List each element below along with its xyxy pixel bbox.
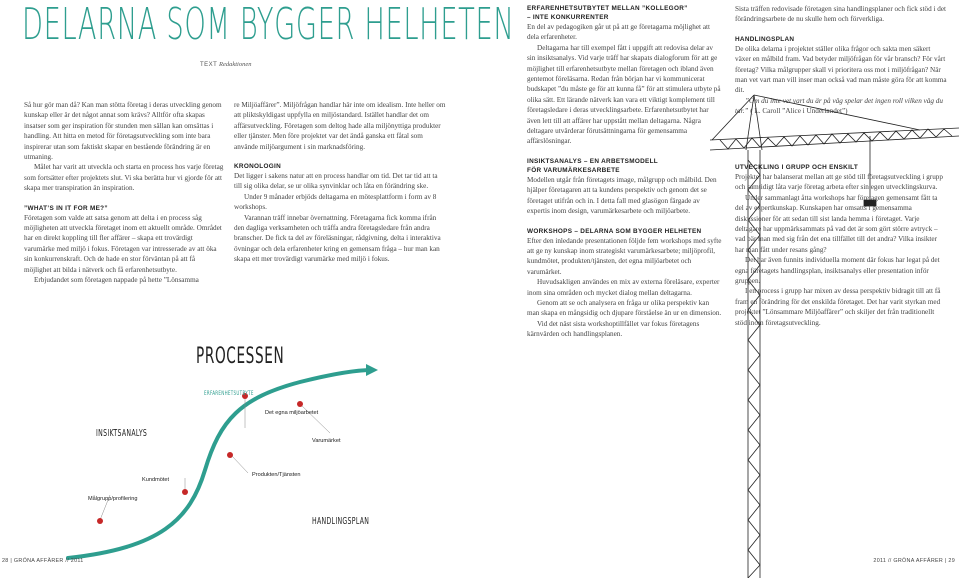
label-varumarket: Varumärket [312, 438, 341, 444]
paragraph: Vid det näst sista workshoptillfället var fokus företagens kärnvärden och handlingsplanen. [527, 319, 700, 339]
paragraph: Det ligger i sakens natur att en process handlar om tid. Det tar tid att ta till sig olika delar, se ur olika synvinklar och låta en förändring ske. [234, 172, 438, 191]
paragraph: En del av pedagogiken går ut på att ge företagarna möjlighet att dela erfarenheter. [527, 23, 711, 42]
label-eget-miljoarbete: Det egna miljöarbetet [265, 410, 319, 416]
quote-attribution: ( L. Caroll ”Alice i Underlandet”) [750, 107, 848, 116]
paragraph: Projektet har balanserat mellan att ge stöd till företagsutveckling i grupp och samtidigt låta varje företag arbeta efter sin egen utvecklingskurva. [735, 173, 943, 192]
section-heading: ERFARENHETSUTBYTET MELLAN ”KOLLEGOR” [527, 5, 688, 12]
paragraph: I en process i grupp har mixen av dessa perspektiv bidragit till att få fram en förändring för det enskilda företaget. Det har varit styrkan med projektet ”Lönsammare Miljöaffärer” och skiljer det från traditionellt stöd inom företagsutveckling. [735, 287, 941, 327]
column-4 [735, 4, 947, 117]
section-heading: – INTE KONKURRENTER [527, 14, 609, 21]
milestone-dot [297, 401, 303, 407]
byline-label: TEXT [200, 62, 218, 68]
paragraph: re Miljöaffärer”. Miljöfrågan handlar här inte om idealism. Inte heller om att pliktskyldigast uppfylla en miljöstandard. Istället handlar det om affärsutveckling. Företagen som deltog hade alla miljönyttiga produkter eller tjänster. Men före projektet var det ändå ganska ett fåtal som använde miljöargument i sin marknadsföring. [234, 101, 446, 151]
quote [735, 96, 947, 117]
paragraph: Under sammanlagt åtta workshops har företagen gemensamt fått ta del av expertkunskap. Kunskapen har omsatts i gemensamma diskussioner för att sedan till sist landa hemma i företaget. Varje deltagare har uppmärksammats på vad det är som gört större avtryck – vad bär man med sig från det ena tillfället till det andra? Vilka insikter har man fått under resans gång? [735, 193, 938, 254]
paragraph: Efter den inledande presentationen följde fem workshops med syfte att ge ny kunskap inom strategiskt varumärkesarbete; miljöprofil, kundmötet, produkten/tjänsten, det egna miljöarbetet och varumärket. [527, 236, 722, 276]
column-4-lower [735, 163, 947, 328]
section-heading: KRONOLOGIN [234, 163, 282, 171]
process-curve [68, 370, 372, 558]
page-title: DELARNA SOM BYGGER HELHETEN [22, 0, 515, 50]
column-3 [527, 4, 723, 340]
paragraph: Varannan träff innebar övernattning. Företagarna fick komma ifrån den dagliga verksamheten och träffa andra företagsledare från andra branscher. De fick ta del av föreläsningar, rådgivning, delta i interaktiva övningar och dela erfarenheter kring en gemensam fråga – hur man kan skapa ett mer trovärdigt varumärke med miljö i fokus. [234, 213, 441, 264]
label-kundmotet: Kundmötet [142, 477, 170, 483]
label-insiktsanalys: INSIKTSANALYS [96, 428, 148, 439]
leader-line [232, 456, 248, 473]
milestone-dot [97, 518, 103, 524]
section-heading: FÖR VARUMÄRKESARBETE [527, 166, 620, 174]
paragraph: Sista träffen redovisade företagen sina handlingsplaner och fick stöd i det förändringsarbete de nu skulle hem och förverkliga. [735, 5, 947, 24]
paragraph: Erbjudandet som företagen nappade på hette ”Lönsamma [34, 276, 199, 285]
section-heading: ”WHAT’S IN IT FOR ME?” [24, 204, 108, 212]
footer-left: 28 | GRÖNA AFFÄRER // 2011 [2, 558, 84, 564]
diagram-title: PROCESSEN [196, 344, 285, 369]
footer-right: 2011 // GRÖNA AFFÄRER | 29 [873, 558, 955, 564]
section-heading: WORKSHOPS – DELARNA SOM BYGGER HELHETEN [527, 227, 702, 235]
section-heading: HANDLINGSPLAN [735, 35, 795, 43]
label-malgrupp: Målgrupp/profilering [88, 496, 138, 502]
leader-line [300, 404, 330, 433]
paragraph: Så hur gör man då? Kan man stötta företag i deras utveckling genom kunskap eller är det något annat som krävs? Alltför ofta skapas insatser som ger inspiration för stunden men sällan kan omsättas i handling. Att hitta en metod för företagsutveckling som inte bara inspirerar utan som faktiskt skapar en bestående förändring är en utmaning. [24, 101, 222, 162]
paragraph: Deltagarna har till exempel fått i uppgift att redovisa delar av sin insiktsanalys. Vid varje träff har skapats dialogforum för att ge möjlighet till erfarenhetsutbyte mellan företagen och ibland även gentemot föreläsarna. Redan från början har vi kommunicerat budskapet ”du måste ge för att kunna få” för att stimulera utbyte på olika sätt. Ett lärande nätverk kan vara ett viktigt komplement till företagsledare i deras utvecklingsarbete. Erfarenhetsutbytet har även lett till att affärer har uppstått mellan deltagarna. Några deltagare utvärderar förutsättningarna för gemensamma affärslösningar. [527, 43, 721, 146]
paragraph: Målet har varit att utveckla och starta en process hos varje företag som fortsätter efter projektets slut. Vi ska berätta hur vi gjorde för att skapa mer transpiration än inspiration. [24, 163, 224, 193]
quote-text: ”Om du inte vet vart du är på väg spelar det ingen roll vilken väg du tar.” [735, 96, 943, 116]
paragraph: Under 9 månader erbjöds deltagarna en mötesplattform i form av 8 workshops. [234, 192, 437, 212]
paragraph: Företagen som valde att satsa genom att delta i en process såg möjligheten att utveckla företaget inom ett aktuellt område. Området har en direkt koppling till fler affärer – skapa ett trovärdigt varumärke med miljö i fokus. Företagen var intresserade av att öka sin konkurrenskraft. Och de hade en stor förväntan på att få möjlighet att bilda i nätverk och få erfarenhetsutbyte. [24, 213, 222, 274]
paragraph: Genom att se och analysera en fråga ur olika perspektiv kan man skapa en mångsidig och djupare förståelse än ur en dimension. [527, 298, 722, 318]
milestone-dot [227, 452, 233, 458]
label-erfarenhetsutbyte: ERFARENHETSUTBYTE [204, 389, 254, 397]
paragraph: Det har även funnits individuella moment där fokus har legat på det egna företagets handlingsplan, insiktsanalys eller presentation inför gruppen. [735, 256, 940, 286]
milestone-dot [182, 489, 188, 495]
label-produkten: Produkten/Tjänsten [252, 472, 301, 478]
paragraph: Modellen utgår från företagets image, målgrupp och målbild. Den hjälper företagaren att ta kundens perspektiv och genom det se företaget utifrån och in. I detta fall med glasögon färgade av expertis inom design, varumärkesarbete och miljöarbete. [527, 175, 717, 216]
paragraph: De olika delarna i projektet ställer olika frågor och sakta men säkert växer en målbild fram. Vad betyder miljöfrågan för vår bransch? För vårt företag? Vilka målgrupper skall vi prioritera oss mot i miljöfrågan? När man vet vart man vill inser man också vad man måste göra för att komma dit. [735, 44, 947, 95]
section-heading: INSIKTSANALYS – EN ARBETSMODELL [527, 157, 658, 165]
byline-name: Redaktionen [218, 61, 252, 68]
label-handlingsplan: HANDLINGSPLAN [312, 516, 370, 527]
section-heading: UTVECKLING I GRUPP OCH ENSKILT [735, 164, 859, 171]
paragraph: Huvudsakligen användes en mix av externa föreläsare, experter inom sina områden och mycket dialog mellan deltagarna. [527, 278, 720, 297]
arrow-head-icon [366, 364, 378, 376]
